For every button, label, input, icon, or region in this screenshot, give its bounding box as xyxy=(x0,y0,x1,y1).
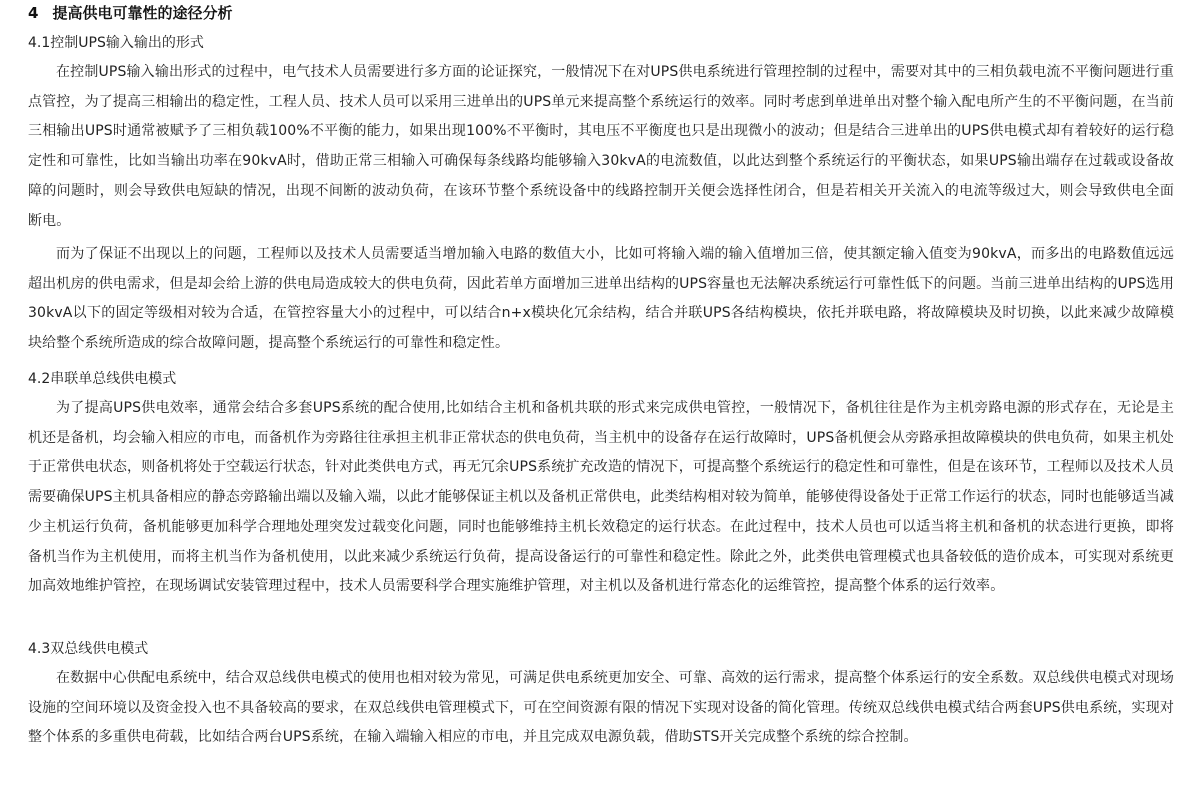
section-heading xyxy=(28,0,232,26)
subsection-heading-4-3: 4.3双总线供电模式 xyxy=(28,641,149,657)
paragraph-4-3-a: 在数据中心供配电系统中，结合双总线供电模式的使用也相对较为常见，可满足供电系统更加安全、可靠、高效的运行需求，提高整个体系运行的安全系数。双总线供电模式对现场设施的空间环境以及资金投入也不具备较高的要求，在双总线供电管理模式下，可在空间资源有限的情况下实现对设备的简化管理。传统双总线供电模式结合两套UPS供电系统，实现对整个体系的多重供电荷载，比如结合两台UPS系统，在输入端输入相应的市电，并且完成双电源负载，借助STS开关完成整个系统的综合控制。 xyxy=(28,670,1174,746)
paragraph-4-1-b: 而为了保证不出现以上的问题，工程师以及技术人员需要适当增加输入电路的数值大小，比如可将输入端的输入值增加三倍，使其额定输入值变为90kvA，而多出的电路数值远远超出机房的供电需求，但是却会给上游的供电局造成较大的供电负荷，因此若单方面增加三进单出结构的UPS容量也无法解决系统运行可靠性低下的问题。当前三进单出结构的UPS选用30kvA以下的固定等级相对较为合适，在管控容量大小的过程中，可以结合n+x模块化冗余结构，结合并联UPS各结构模块，依托并联电路，将故障模块及时切换，以此来减少故障模块给整个系统所造成的综合故障问题，提高整个系统运行的可靠性和稳定性。 xyxy=(28,246,1174,352)
subsection-heading-4-1: 4.1控制UPS输入输出的形式 xyxy=(28,35,204,51)
paragraph-4-1-a: 在控制UPS输入输出形式的过程中，电气技术人员需要进行多方面的论证探究，一般情况下在对UPS供电系统进行管理控制的过程中，需要对其中的三相负载电流不平衡问题进行重点管控，为了提高三相输出的稳定性，工程人员、技术人员可以采用三进单出的UPS单元来提高整个系统运行的效率。同时考虑到单进单出对整个输入配电所产生的不平衡问题，在当前三相输出UPS时通常被赋予了三相负载100%不平衡的能力，如果出现100%不平衡时，其电压不平衡度也只是出现微小的波动；但是结合三进单出的UPS供电模式却有着较好的运行稳定性和可靠性，比如当输出功率在90kvA时，借助正常三相输入可确保每条线路均能够输入30kvA的电流数值，以此达到整个系统运行的平衡状态，如果UPS输出端存在过载或设备故障的问题时，则会导致供电短缺的情况，出现不间断的波动负荷，在该环节整个系统设备中的线路控制开关便会选择性闭合，但是若相关开关流入的电流等级过大，则会导致供电全面断电。 xyxy=(28,64,1174,229)
paragraph-4-2-a: 为了提高UPS供电效率，通常会结合多套UPS系统的配合使用,比如结合主机和备机共联的形式来完成供电管控，一般情况下，备机往往是作为主机旁路电源的形式存在，无论是主机还是备机，均会输入相应的市电，而备机作为旁路往往承担主机非正常状态的供电负荷，当主机中的设备存在运行故障时，UPS备机便会从旁路承担故障模块的供电负荷，如果主机处于正常供电状态，则备机将处于空载运行状态，针对此类供电方式，再无冗余UPS系统扩充改造的情况下，可提高整个系统运行的稳定性和可靠性，但是在该环节，工程师以及技术人员需要确保UPS主机具备相应的静态旁路输出端以及输入端，以此才能够保证主机以及备机正常供电，此类结构相对较为简单，能够使得设备处于正常工作运行的状态，同时也能够适当减少主机运行负荷，备机能够更加科学合理地处理突发过载变化问题，同时也能够维持主机长效稳定的运行状态。在此过程中，技术人员也可以适当将主机和备机的状态进行更换，即将备机当作为主机使用，而将主机当作为备机使用，以此来减少系统运行负荷，提高设备运行的可靠性和稳定性。除此之外，此类供电管理模式也具备较低的造价成本，可实现对系统更加高效地维护管控，在现场调试安装管理过程中，技术人员需要科学合理实施维护管理，对主机以及备机进行常态化的运维管控，提高整个体系的运行效率。 xyxy=(28,400,1174,595)
subsection-heading-4-2: 4.2串联单总线供电模式 xyxy=(28,371,177,387)
section-number: 4 xyxy=(28,4,39,22)
section-title: 提高供电可靠性的途径分析 xyxy=(52,4,233,22)
